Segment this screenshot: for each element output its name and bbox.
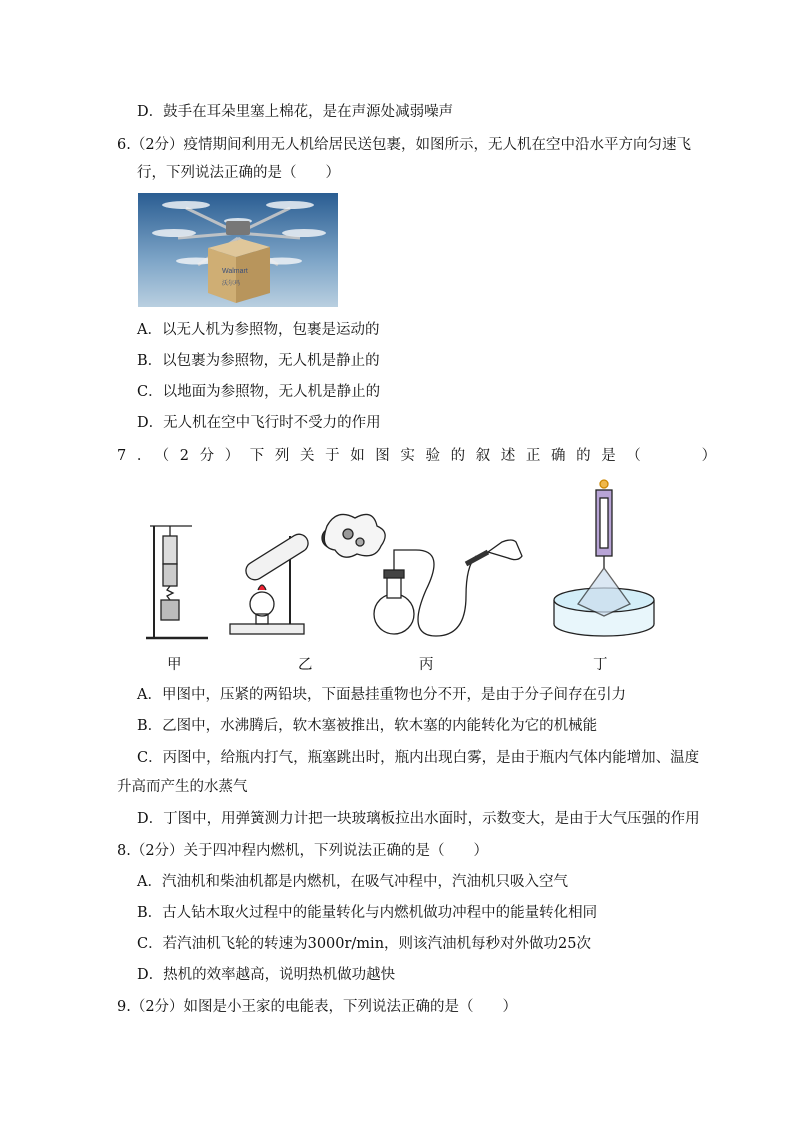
figure-jia xyxy=(146,526,208,638)
q8-option-d: D．热机的效率越高，说明热机做功越快 xyxy=(137,967,396,983)
figure-label-bing: 丙 xyxy=(419,657,434,673)
svg-text:Walmart: Walmart xyxy=(222,268,248,275)
figure-bing xyxy=(374,540,522,636)
q6-option-b: B．以包裹为参照物，无人机是静止的 xyxy=(137,353,380,369)
figure-ding xyxy=(554,480,654,636)
q9-stem: 9.（2分）如图是小王家的电能表，下列说法正确的是（ ） xyxy=(117,999,518,1015)
q8-option-b: B．古人钻木取火过程中的能量转化与内燃机做功冲程中的能量转化相同 xyxy=(137,905,598,921)
drone-photo xyxy=(138,193,338,307)
q8-option-c: C．若汽油机飞轮的转速为3000r/min，则该汽油机每秒对外做功25次 xyxy=(137,936,591,952)
q7-option-b: B．乙图中，水沸腾后，软木塞被推出，软木塞的内能转化为它的机械能 xyxy=(137,718,598,734)
q8-stem: 8.（2分）关于四冲程内燃机，下列说法正确的是（ ） xyxy=(117,843,489,859)
q7-option-a: A．甲图中，压紧的两铅块，下面悬挂重物也分不开，是由于分子间存在引力 xyxy=(137,687,626,703)
figure-label-yi: 乙 xyxy=(298,657,313,673)
figure-label-ding: 丁 xyxy=(593,657,608,673)
q7-stem: 7．（2分）下列关于如图实验的叙述正确的是（ ） xyxy=(117,448,727,464)
q6-stem-line2: 行，下列说法正确的是（ ） xyxy=(137,165,340,181)
figure-yi xyxy=(230,514,385,634)
q7-option-c-line2: 升高而产生的水蒸气 xyxy=(117,779,248,795)
q7-figures xyxy=(132,476,672,644)
q6-stem-line1: 6.（2分）疫情期间利用无人机给居民送包裹，如图所示，无人机在空中沿水平方向匀速飞 xyxy=(117,137,692,153)
q6-option-a: A．以无人机为参照物，包裹是运动的 xyxy=(137,322,380,338)
q7-option-d: D．丁图中，用弹簧测力计把一块玻璃板拉出水面时，示数变大，是由于大气压强的作用 xyxy=(137,811,700,827)
q5-option-d: D．鼓手在耳朵里塞上棉花，是在声源处减弱噪声 xyxy=(137,104,454,120)
q8-option-a: A．汽油机和柴油机都是内燃机，在吸气冲程中，汽油机只吸入空气 xyxy=(137,874,568,890)
svg-text:沃尔玛: 沃尔玛 xyxy=(222,280,241,287)
q6-option-c: C．以地面为参照物，无人机是静止的 xyxy=(137,384,381,400)
q7-option-c-line1: C．丙图中，给瓶内打气，瓶塞跳出时，瓶内出现白雾，是由于瓶内气体内能增加、温度 xyxy=(137,750,700,766)
figure-label-jia: 甲 xyxy=(167,657,182,673)
q6-option-d: D．无人机在空中飞行时不受力的作用 xyxy=(137,415,381,431)
